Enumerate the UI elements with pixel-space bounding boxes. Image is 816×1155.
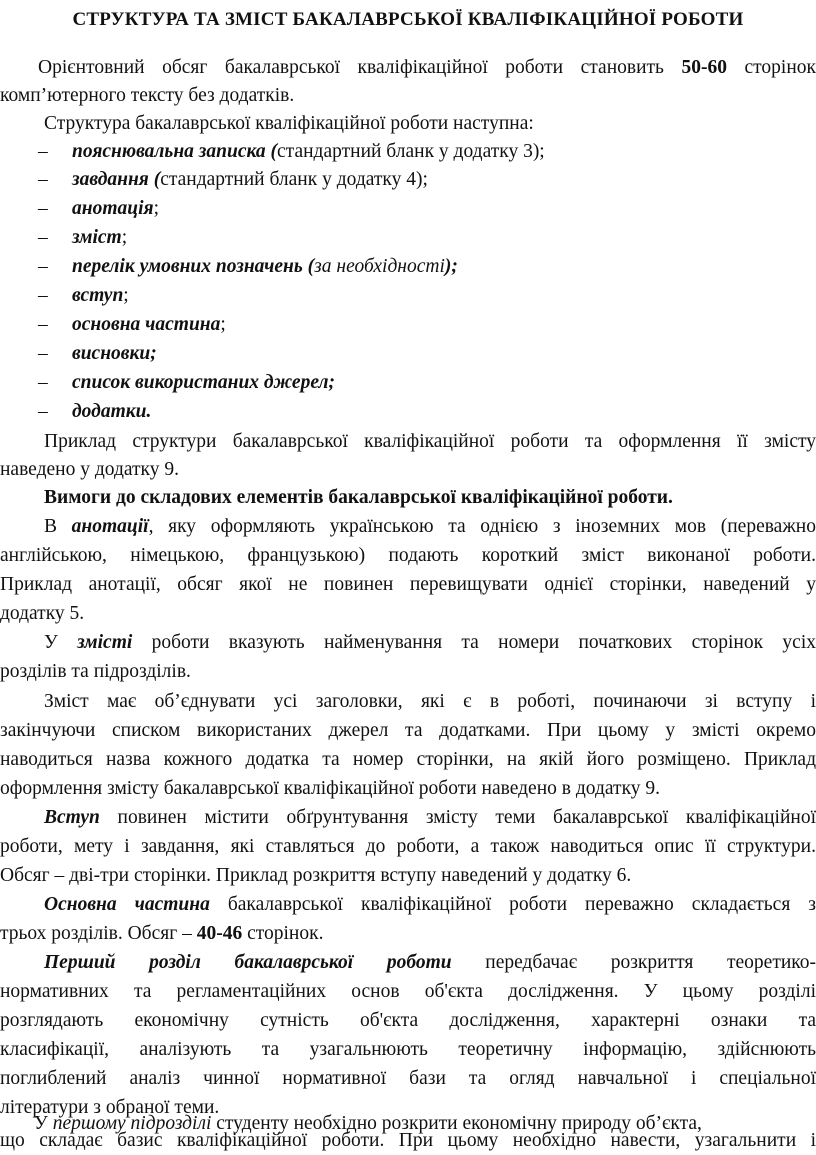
text: повинен містити обґрунтування змісту теми бакалаврської кваліфікаційної — [99, 807, 816, 828]
annotation-line-4: додатку 5. — [0, 603, 85, 624]
annotation-line-1 — [44, 513, 816, 541]
intro-line-2: роботи, мету і завдання, які ставляться до роботи, а також наводиться опис її структури. — [0, 836, 816, 857]
list-item-label: зміст — [72, 227, 122, 248]
contents-line-1 — [44, 629, 816, 657]
annotation-line-3: Приклад анотації, обсяг якої не повинен перевищувати однієї сторінки, наведений у — [0, 574, 816, 595]
requirements-heading: Вимоги до складових елементів бакалаврської кваліфікаційної роботи. — [44, 487, 673, 508]
text: трьох розділів. Обсяг – — [0, 923, 197, 944]
list-item-note: ; — [220, 314, 226, 335]
dash-bullet: – — [38, 343, 48, 364]
list-item-note: ; — [123, 285, 129, 306]
example-structure-line-2: наведено у додатку 9. — [0, 459, 179, 480]
main-part-line-1 — [44, 891, 816, 919]
dash-bullet: – — [38, 372, 48, 393]
dash-bullet: – — [38, 169, 48, 190]
list-item-label: основна частина — [72, 314, 221, 335]
dash-bullet: – — [38, 256, 48, 277]
term-main-part: Основна частина — [44, 894, 210, 915]
first-chapter-line-3: розглядають економічну сутність об'єкта дослідження, характерні ознаки та — [0, 1010, 816, 1031]
structure-intro: Структура бакалаврської кваліфікаційної роботи наступна: — [44, 113, 534, 134]
list-item-note: за необхідності — [314, 256, 445, 277]
dash-bullet: – — [38, 227, 48, 248]
text: роботи вказують найменування та номери початкових сторінок усіх — [132, 632, 816, 653]
list-item-note: ; — [121, 227, 128, 248]
list-item-note: стандартний бланк у додатку 4); — [160, 169, 428, 190]
first-chapter-line-1 — [44, 949, 816, 977]
contents-detail-line-1: Зміст має об’єднувати усі заголовки, які є в роботі, починаючи зі вступу і — [44, 691, 816, 712]
term-first-chapter: Перший розділ бакалаврської роботи — [44, 952, 452, 973]
dash-bullet: – — [38, 285, 48, 306]
contents-detail-line-3: наводиться назва кожного додатка та номер сторінки, на якій його розміщено. Приклад — [0, 749, 816, 770]
term-contents: змісті — [77, 632, 133, 653]
page-range-40-46: 40-46 — [196, 923, 243, 944]
main-part-line-2 — [0, 920, 323, 948]
text: студенту необхідно розкрити економічну природу об’єкта, — [211, 1113, 702, 1134]
list-item-label: список використаних джерел; — [72, 372, 335, 393]
first-chapter-line-2: нормативних та регламентаційних основ об'єкта дослідження. У цьому розділі — [0, 981, 816, 1002]
term-first-subsection: першому підрозділі — [52, 1113, 212, 1134]
first-chapter-line-5: поглиблений аналіз чинної нормативної бази та огляд навчальної і спеціальної — [0, 1068, 816, 1089]
annotation-line-2: англійською, німецькою, французькою) подають короткий зміст виконаної роботи. — [0, 545, 816, 566]
intro-line-1 — [44, 804, 816, 832]
term-introduction: Вступ — [44, 807, 100, 828]
list-item-label: анотація — [72, 198, 154, 219]
text: передбачає розкриття теоретико- — [451, 952, 816, 973]
list-item-note: ; — [153, 198, 159, 219]
text: бакалаврської кваліфікаційної роботи переважно складається з — [209, 894, 816, 915]
list-item-label: вступ — [72, 285, 124, 306]
text: , яку оформляють українською та однією з іноземних мов (переважно — [148, 516, 816, 537]
text: сторінок — [726, 57, 816, 78]
paragraph-volume-line-2: комп’ютерного тексту без додатків. — [0, 85, 295, 106]
paragraph-volume-line-1 — [38, 54, 816, 82]
document-title: СТРУКТУРА ТА ЗМІСТ БАКАЛАВРСЬКОЇ КВАЛІФІКАЦІЙНОЇ РОБОТИ — [72, 9, 744, 30]
intro-line-3: Обсяг – дві-три сторінки. Приклад розкриття вступу наведений у додатку 6. — [0, 865, 632, 886]
example-structure-line-1: Приклад структури бакалаврської кваліфікаційної роботи та оформлення її змісту — [44, 431, 816, 452]
text: сторінок. — [242, 923, 324, 944]
dash-bullet: – — [38, 314, 48, 335]
first-chapter-line-4: класифікації, аналізують та узагальнюють теоретичну інформацію, здійснюють — [0, 1039, 816, 1060]
dash-bullet: – — [38, 198, 48, 219]
first-chapter-line-6: літератури з обраної теми. — [0, 1097, 220, 1118]
text: У — [34, 1113, 53, 1134]
dash-bullet: – — [38, 401, 48, 422]
list-item-label: завдання ( — [72, 169, 161, 190]
list-item-label: висновки; — [72, 343, 157, 364]
text: Орієнтовний обсяг бакалаврської кваліфікаційної роботи становить — [38, 57, 682, 78]
page-range-50-60: 50-60 — [681, 57, 727, 78]
dash-bullet: – — [38, 141, 48, 162]
text: В — [44, 516, 72, 537]
contents-detail-line-4: оформлення змісту бакалаврської кваліфікаційної роботи наведено в додатку 9. — [0, 778, 661, 799]
list-item-label: додатки. — [72, 401, 152, 422]
list-item-label: перелік умовних позначень ( — [72, 256, 315, 277]
text: У — [44, 632, 78, 653]
contents-detail-line-2: закінчуючи списком використаних джерел та додатками. При цьому у змісті окремо — [0, 720, 816, 741]
contents-line-2: розділів та підрозділів. — [0, 661, 191, 682]
first-subsection-line-2: що складає базис кваліфікаційної роботи. При цьому необхідно навести, узагальнити і — [0, 1130, 816, 1151]
list-item-note: стандартний бланк у додатку 3); — [277, 141, 545, 162]
term-annotation: анотації — [71, 516, 149, 537]
list-item-label: пояснювальна записка ( — [72, 141, 278, 162]
list-item-close: ); — [444, 256, 458, 277]
